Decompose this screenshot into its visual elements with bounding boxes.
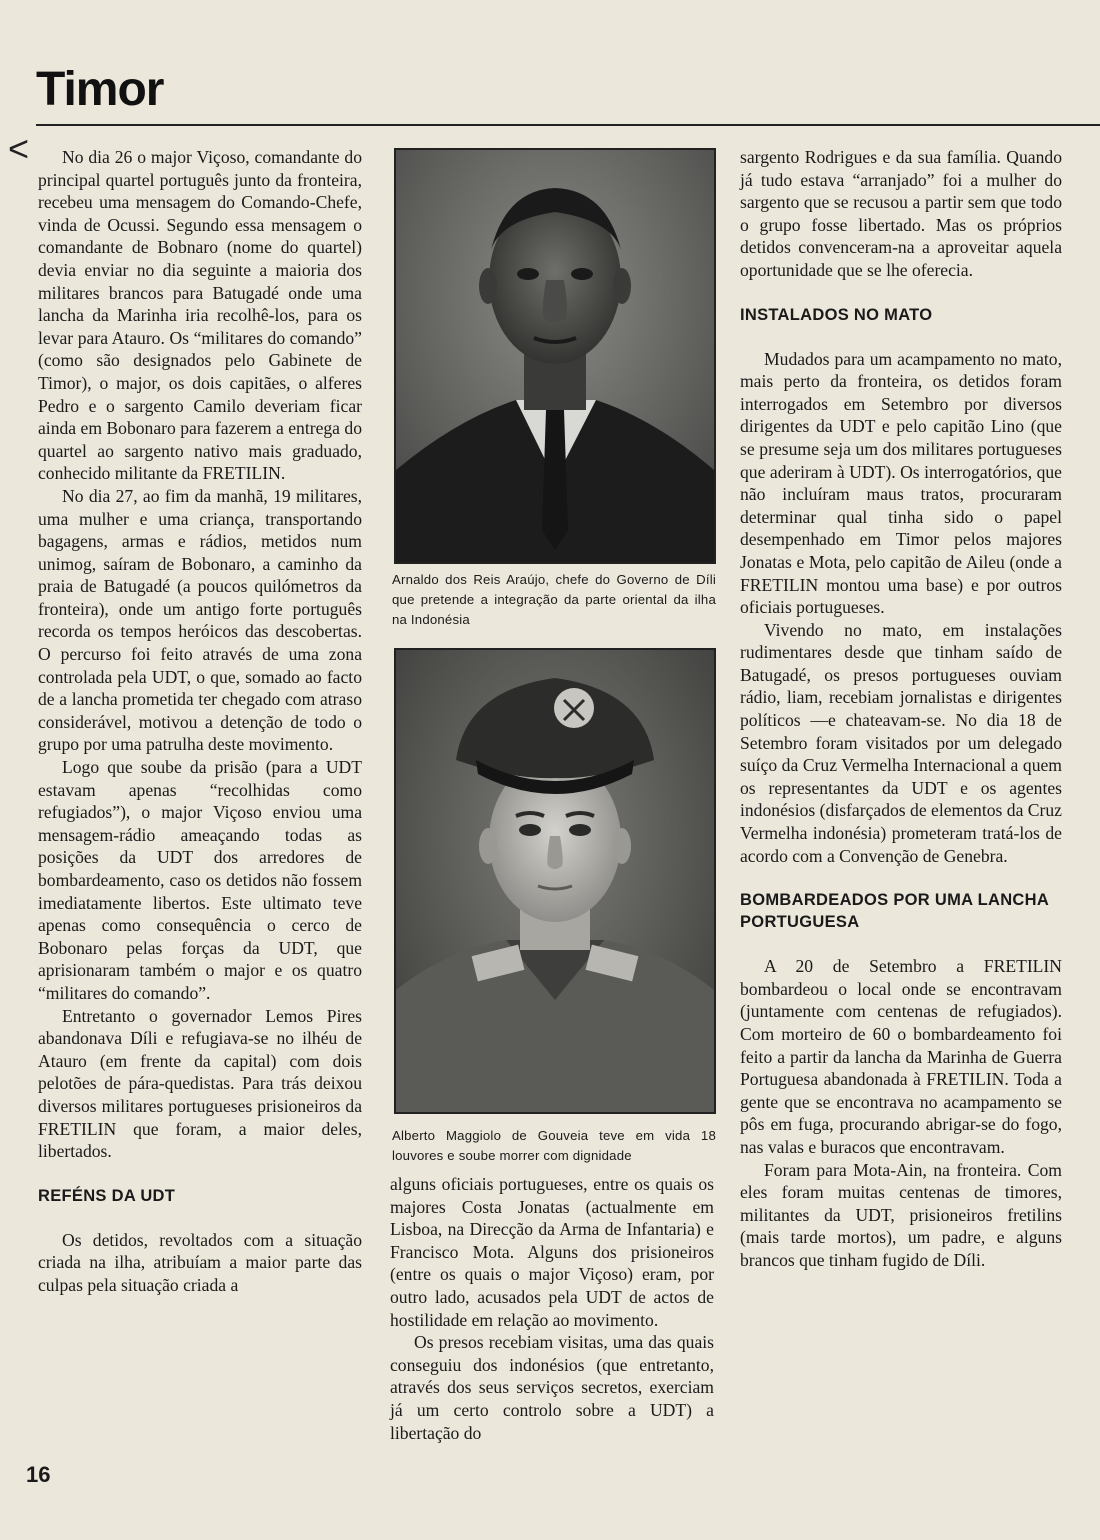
photo-caption: Arnaldo dos Reis Araújo, chefe do Governo de Díli que pretende a integração da parte oriental da ilha na Indonésia [392,572,716,627]
left-column [38,146,362,1297]
body-paragraph: A 20 de Setembro a FRETILIN bombardeou o local onde se encontravam (juntamente com centenas de refugiados). Com morteiro de 60 o bombardeamento foi feito a partir da lancha da Marinha de Guerra Portuguesa abandonada à FRETILIN. Toda a gente que se encontrava no acampamento se pôs em fuga, procurando abrigar-se do fogo, nas valas e buracos que encontravam. [740,956,1062,1157]
section-heading: BOMBARDEADOS POR UMA LANCHA PORTUGUESA [740,891,1049,932]
body-paragraph: sargento Rodrigues e da sua família. Quando já tudo estava “arranjado” foi a mulher do sargento que se recusou a partir sem que todo o grupo fosse libertado. Mas os próprios detidos convenceram-na a aproveitar aquela oportunidade que se lhe oferecia. [740,147,1062,280]
header-rule [36,124,1100,126]
body-paragraph: Foram para Mota-Ain, na fronteira. Com eles foram muitas centenas de timores, militantes da UDT, prisioneiros fretilins (mais tarde mortos), um padre, e alguns brancos que tinham fugido de Díli. [740,1159,1062,1270]
body-paragraph: No dia 26 o major Viçoso, comandante do principal quartel português junto da fronteira, recebeu uma mensagem do Comando-Chefe, vinda de Ocussi. Segundo essa mensagem o comandante de Bobnaro (nome do quartel) devia enviar no dia seguinte a maioria dos militares brancos para Batugadé onde uma lancha da Marinha iria recolhê-los, para os levar para Atauro. Os “militares do comando” (como são designados pelo Gabinete de Timor), o major, os dois capitães, o alferes Pedro e o sargento Camilo deveriam ficar ainda em Bobonaro para fazerem a entrega do quartel ao sargento nativo mais graduado, conhecido militante da FRETILIN. [38,147,362,484]
right-column [740,146,1062,1272]
portrait-photo-araujo [394,148,716,564]
back-arrow-icon: < [8,128,30,169]
body-paragraph: No dia 27, ao fim da manhã, 19 militares, uma mulher e uma criança, transportando bagagens, armas e rádios, metidos num unimog, saíram de Bobonaro, a caminho da praia de Batugadé (a poucos quilómetros da fronteira), onde um antigo forte português recorda os tempos heróicos das descobertas. O percurso foi feito através de uma zona controlada pela UDT, o que, somado ao facto de a lancha prometida ter chegado com atraso considerável, motivou a detenção de todo o grupo por uma patrulha deste movimento. [38,485,362,755]
body-paragraph: Entretanto o governador Lemos Pires abandonava Díli e refugiava-se no ilhéu de Atauro (em frente da capital) com dois pelotões de pára-quedistas. Para trás deixou diversos militares portugueses prisioneiros da FRETILIN que foram, a maior deles, libertados. [38,1005,362,1162]
body-paragraph: Vivendo no mato, em instalações rudimentares desde que tinham saído de Batugadé, os presos portugueses ouviam rádio, liam, recebiam jornalistas e dirigentes políticos —e chateavam-se. No dia 18 de Setembro foram visitados por um delegado suíço da Cruz Vermelha Internacional a quem os representantes da UDT e os agentes indonésios (disfarçados de elementos da Cruz Vermelha indonésia) prometeram tratá-los de acordo com a Convenção de Genebra. [740,619,1062,866]
body-paragraph: alguns oficiais portugueses, entre os quais os majores Costa Jonatas (actualmente em Lisboa, na Direcção da Arma de Infantaria) e Francisco Mota. Alguns dos prisioneiros (entre os quais o major Viçoso) eram, por outro lado, acusados pela UDT de actos de hostilidade em relação ao movimento. [390,1174,714,1330]
middle-column [390,1173,714,1444]
body-paragraph: Os detidos, revoltados com a situação criada na ilha, atribuíam a maior parte das culpas pela situação criada a [38,1229,362,1295]
section-heading: INSTALADOS NO MATO [740,305,933,324]
page-title: Timor [36,63,164,116]
page-number: 16 [26,1462,51,1487]
body-paragraph: Logo que soube da prisão (para a UDT estavam apenas “recolhidas como refugiados”), o major Viçoso enviou uma mensagem-rádio ameaçando todas as posições da UDT dos arredores de bombardeamento, caso os detidos não fossem imediatamente libertos. Este ultimato teve apenas como consequência o cerco de Bobonaro pelas forças da UDT, que aprisionaram também o major e os quatro “militares do comando”. [38,757,362,1003]
portrait-photo-gouveia [394,648,716,1114]
body-paragraph: Mudados para um acampamento no mato, mais perto da fronteira, os detidos foram interrogados em Setembro por diversos dirigentes da UDT e pelo capitão Lino (que se presume seja um dos militares portugueses que aderiram à UDT). Os interrogatórios, que não incluíram maus tratos, procuraram determinar qual tinha sido o papel desempenhado em Timor pelos majores Jonatas e Mota, pelo capitão de Aileu (onde a FRETILIN montou uma base) e por outros oficiais portugueses. [740,348,1062,618]
section-heading: REFÉNS DA UDT [38,1186,176,1205]
photo-caption: Alberto Maggiolo de Gouveia teve em vida 18 louvores e soube morrer com dignidade [392,1128,716,1163]
body-paragraph: Os presos recebiam visitas, uma das quais conseguiu dos indonésios (que entretanto, através dos seus serviços secretos, exerciam já um certo controlo sobre a UDT) a libertação do [390,1332,714,1443]
